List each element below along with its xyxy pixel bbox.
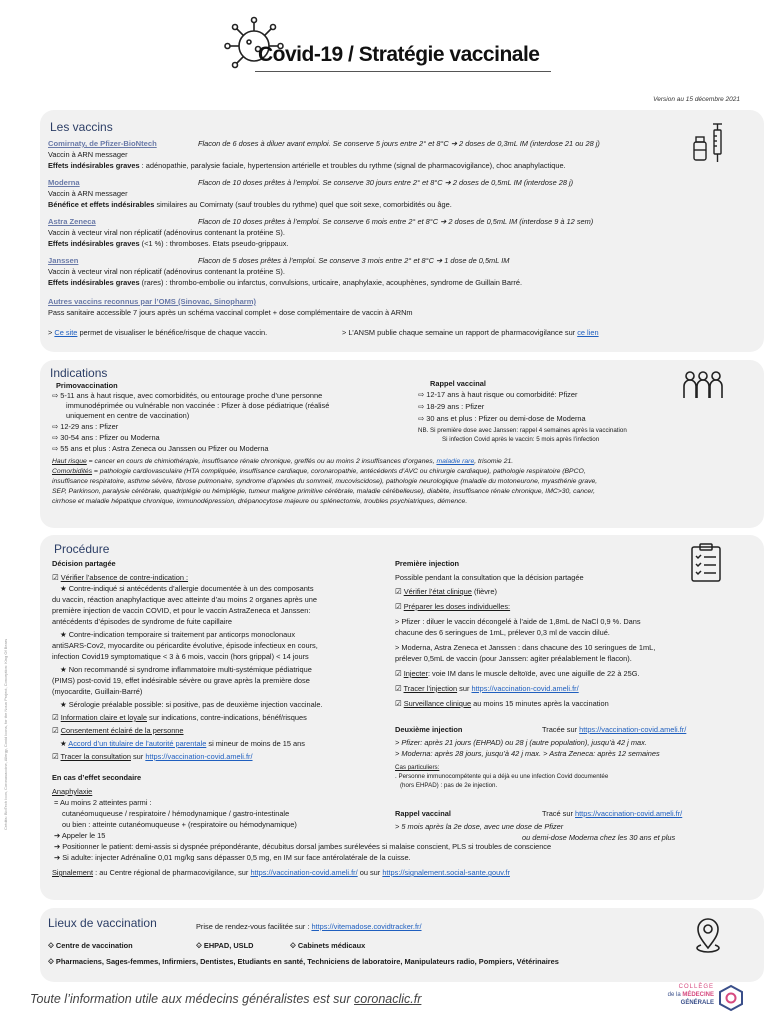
vaccins-panel: [40, 110, 764, 352]
cas-line-2: (hors EHPAD) : pas de 2e injection.: [400, 782, 498, 789]
arrow-icon: ⇨: [52, 391, 61, 400]
arrow-icon: ⇨: [52, 433, 61, 442]
location-pin-icon: [695, 918, 721, 954]
arrow-icon: ⇨: [52, 444, 61, 453]
ana-line-2: cutanéomuqueuse / respiratoire / hémodynamique / gastro-intestinale: [62, 809, 290, 818]
surveillance-line: ☑ Surveillance clinique au moins 15 minutes après la vaccination: [395, 699, 609, 708]
checkbox-icon: ☑: [52, 726, 61, 735]
star-icon: ★: [60, 584, 69, 593]
ci-item-1: ★ Contre-indiqué si antécédents d’allergie documentée à un des composants: [60, 584, 314, 593]
lieux-title: Lieux de vaccination: [48, 916, 157, 930]
rappel-item-1: ⇨ 12-17 ans à haut risque ou comorbidité: Pfizer: [418, 390, 578, 399]
checkbox-icon: ☑: [395, 699, 404, 708]
primo-item-1b: immunodéprimée ou vulnérable non vaccinée : Pfizer à dose pédiatrique (réalisé: [66, 401, 330, 410]
ci-item-1c: première injection de vaccin COVID, et pour le vaccin AstraZeneca et Janssen:: [52, 606, 311, 615]
pros-item: ⟐ Pharmaciens, Sages-femmes, Infirmiers, Dentistes, Etudiants en santé, Techniciens de laboratoire, Manipulateurs radio, Pompiers, Vétérinaires: [48, 957, 559, 966]
star-icon: ★: [60, 739, 69, 748]
astra-effects: Effets indésirables graves (<1 %) : thromboses. Etats pseudo-grippaux.: [48, 239, 289, 248]
rappel-link[interactable]: https://vaccination-covid.ameli.fr/: [575, 809, 683, 818]
deuxieme-pfizer: > Pfizer: après 21 jours (EHPAD) ou 28 j (autre population), jusqu’à 42 j max.: [395, 738, 647, 747]
diamond-icon: ⟐: [290, 941, 298, 950]
effet-title: En cas d’effet secondaire: [52, 773, 142, 782]
ana-line-5: ➔ Positionner le patient: demi-assis si dyspnée prépondérante, décubitus dorsal jambes surélevées si malaise conscient, PLS si troubles de conscience: [54, 842, 552, 851]
tracer-consult-line: ☑ Tracer la consultation sur https://vaccination-covid.ameli.fr/: [52, 752, 253, 761]
diamond-icon: ⟐: [48, 941, 56, 950]
site-line: > Ce site permet de visualiser le bénéfice/risque de chaque vaccin.: [48, 328, 268, 337]
star-icon: ★: [60, 630, 69, 639]
verif-ci: ☑ Vérifier l’absence de contre-indication :: [52, 573, 189, 582]
janssen-desc: Flacon de 5 doses prêtes à l’emploi. Se conserve 3 mois entre 2° et 8°C ➔ 1 dose de 0,5mL IM: [198, 256, 510, 265]
anaphylaxie-label: Anaphylaxie: [52, 787, 93, 796]
astra-type: Vaccin à vecteur viral non réplicatif (adénovirus contenant la protéine S).: [48, 228, 285, 237]
indications-panel: [40, 360, 764, 528]
vaccine-vial-syringe-icon: [692, 122, 728, 164]
checkbox-icon: ☑: [395, 602, 404, 611]
ci-item-1b: du vaccin, réaction anaphylactique avec atteinte d’au moins 2 organes après une: [52, 595, 318, 604]
site-link[interactable]: Ce site: [54, 328, 78, 337]
ansm-link[interactable]: ce lien: [577, 328, 599, 337]
janssen-type: Vaccin à vecteur viral non réplicatif (adénovirus contenant la protéine S).: [48, 267, 285, 276]
rappel-nb-1: NB. Si première dose avec Janssen: rappel 4 semaines après la vaccination: [418, 427, 627, 434]
checkbox-icon: ☑: [395, 587, 404, 596]
footer-text: Toute l’information utile aux médecins généralistes est sur coronaclic.fr: [30, 992, 422, 1006]
moderna-type: Vaccin à ARN messager: [48, 189, 128, 198]
logo-line-4: GÉNÉRALE: [680, 1000, 714, 1006]
deuxieme-moderna: > Moderna: après 28 jours, jusqu’à 42 j max. > Astra Zeneca: après 12 semaines: [395, 749, 660, 758]
rappel-proc-2: ou demi-dose Moderna chez les 30 ans et plus: [522, 833, 676, 842]
lieux-panel: [40, 908, 764, 982]
moderna-prep-2: prélever 0,5mL de vaccin (pour Janssen: agiter préalablement le flacon).: [395, 654, 632, 663]
tracer-inj-link[interactable]: https://vaccination-covid.ameli.fr/: [471, 684, 579, 693]
checkbox-icon: ☑: [395, 669, 404, 678]
comorbidites-line-1: Comorbidités = pathologie cardiovasculaire (HTA compliquée, insuffisance cardiaque, coronaropathie, antécédents d’AVC ou chirurgie cardiaque), pathologie respiratoire (BPCO,: [52, 468, 586, 475]
premiere-sub: Possible pendant la consultation que la décision partagée: [395, 573, 584, 582]
oms-name: Autres vaccins reconnus par l’OMS (Sinovac, Sinopharm): [48, 297, 257, 306]
ci-item-1d: antécédents d’épisodes de syndrome de fuite capillaire: [52, 617, 232, 626]
signalement-line: Signalement : au Centre régional de pharmacovigilance, sur https://vaccination-covid.ameli.fr/ ou sur https://signalement.social-sante.gouv.fr: [52, 868, 510, 877]
procedure-panel: [40, 535, 764, 900]
rappel-proc-title: Rappel vaccinal: [395, 809, 451, 818]
arrow-icon: ⇨: [52, 422, 61, 431]
moderna-desc: Flacon de 10 doses prêtes à l’emploi. Se conserve 30 jours entre 2° et 8°C ➔ 2 doses de 0,5mL IM (interdose 28 j): [198, 178, 574, 187]
ci-item-3: ★ Non recommandé si syndrome inflammatoire multi-systémique pédiatrique: [60, 665, 312, 674]
checkbox-icon: ☑: [52, 752, 61, 761]
ana-line-4: ➔ Appeler le 15: [54, 831, 106, 840]
header: [0, 0, 768, 95]
janssen-effects: Effets indésirables graves (rares) : thrombo-embolie ou infarctus, convulsions, urticaire, anaphylaxie, acouphènes, syndrome de Guillain Barré.: [48, 278, 523, 287]
injecter-line: ☑ Injecter: voie IM dans le muscle deltoïde, avec une aiguille de 22 à 25G.: [395, 669, 640, 678]
logo-line-2: de la: [667, 992, 681, 998]
comorbidites-line-3: SEP, Parkinson, paralysie cérébrale, quadriplégie ou hémiplégie, tumeur maligne primitive cérébrale, maladie cérébelleuse), diabète, insuffisance rénale chronique, IMC>30, cancer,: [52, 488, 595, 495]
ci-item-3c: (myocardite, Guillain-Barré): [52, 687, 143, 696]
checkbox-icon: ☑: [395, 684, 404, 693]
ameli-link[interactable]: https://vaccination-covid.ameli.fr/: [145, 752, 253, 761]
ana-line-1: = Au moins 2 atteintes parmi :: [54, 798, 152, 807]
rappel-item-2: ⇨ 18-29 ans : Pfizer: [418, 402, 485, 411]
premiere-title: Première injection: [395, 559, 460, 568]
comirnaty-name: Comirnaty, de Pfizer-BioNtech: [48, 139, 157, 148]
comirnaty-desc: Flacon de 6 doses à diluer avant emploi. Se conserve 5 jours entre 2° et 8°C ➔ 2 doses de 0,3mL IM (interdose 21 ou 28 j): [198, 139, 600, 148]
comirnaty-type: Vaccin à ARN messager: [48, 150, 128, 159]
primo-item-3: ⇨ 30-54 ans : Pfizer ou Moderna: [52, 433, 160, 442]
comirnaty-effects: Effets indésirables graves : adénopathie, paralysie faciale, hypertension artérielle et troubles du rythme (signal de pharmacovigilance), choc anaphylactique.: [48, 161, 566, 170]
accord-link[interactable]: Accord d’un titulaire de l’autorité parentale: [68, 739, 207, 748]
primo-item-4: ⇨ 55 ans et plus : Astra Zeneca ou Janssen ou Pfizer ou Moderna: [52, 444, 269, 453]
centre-item: ⟐ Centre de vaccination: [48, 941, 133, 950]
tracer-inj-line: ☑ Tracer l’injection sur https://vaccination-covid.ameli.fr/: [395, 684, 579, 693]
info-line: ☑ Information claire et loyale sur indications, contre-indications, bénéf/risques: [52, 713, 307, 722]
ci-item-2c: infection Covid19 symptomatique < 3 à 6 mois, vaccin (hors grippal) < 14 jours: [52, 652, 309, 661]
deuxieme-tracee: Tracée sur https://vaccination-covid.ameli.fr/: [542, 725, 687, 734]
title-underline: [255, 71, 551, 72]
ana-line-6: ➔ Si adulte: injecter Adrénaline 0,01 mg/kg sans dépasser 0,5 mg, en IM sur face antérolatérale de la cuisse.: [54, 853, 411, 862]
arrow-icon: ⇨: [418, 414, 427, 423]
procedure-title: Procédure: [54, 542, 110, 556]
credits-text: Crédits: BioTech Icon, Coronavaccine, Allergy, Covid Icons, for the Noun Project, Conception: King Of Bears: [3, 638, 8, 830]
astra-desc: Flacon de 10 doses prêtes à l’emploi. Se conserve 6 mois entre 2° et 8°C ➔ 2 doses de 0,5mL IM (interdose 9 à 12 sem): [198, 217, 594, 226]
cas-line-1: . Personne immunocompétente qui a déjà eu une infection Covid documentée: [395, 773, 609, 780]
rappel-trace: Tracé sur https://vaccination-covid.ameli.fr/: [542, 809, 683, 818]
ci-item-2: ★ Contre-indication temporaire si traitement par anticorps monoclonaux: [60, 630, 296, 639]
preparer-line: ☑ Préparer les doses individuelles:: [395, 602, 511, 611]
ansm-line: > L’ANSM publie chaque semaine un rapport de pharmacovigilance sur ce lien: [342, 328, 599, 337]
indications-title: Indications: [50, 366, 108, 380]
diamond-icon: ⟐: [48, 957, 56, 966]
rappel-title: Rappel vaccinal: [430, 379, 486, 388]
checkbox-icon: ☑: [52, 713, 61, 722]
moderna-effects: Bénéfice et effets indésirables similaires au Comirnaty (sauf troubles du rythme) quel que soit sexe, comorbidités ou âge.: [48, 200, 452, 209]
ci-item-4: ★ Sérologie préalable possible: si positive, pas de deuxième injection vaccinale.: [60, 700, 323, 709]
pfizer-prep-1: > Pfizer : diluer le vaccin décongelé à l’aide de 1,8mL de NaCl 0,9 %. Dans: [395, 617, 641, 626]
moderna-name: Moderna: [48, 178, 80, 187]
comorbidites-line-2: insuffisance respiratoire, asthme sévère, fibrose pulmonaire, syndrome d’apnées du sommeil, mucoviscidose), pathologie neurologique (maladie du motoneurone, myasthénie grave,: [52, 478, 598, 485]
haut-risque-line: Haut risque = cancer en cours de chimiothérapie, insuffisance rénale chronique, greffés ou au moins 2 insuffisances d’organes, maladie rare, trisomie 21.: [52, 458, 514, 465]
deuxieme-title: Deuxième injection: [395, 725, 463, 734]
accord-line: ★ Accord d’un titulaire de l’autorité parentale si mineur de moins de 15 ans: [60, 739, 305, 748]
cmg-logo: [648, 980, 748, 1020]
ci-item-3b: (PIMS) post-covid 19, effet indésirable sévère ou grave après la première dose: [52, 676, 310, 685]
checklist-clipboard-icon: [690, 543, 722, 583]
primo-item-1: ⇨ 5-11 ans à haut risque, avec comorbidités, ou entourage proche d’une personne: [52, 391, 323, 400]
star-icon: ★: [60, 700, 69, 709]
primo-title: Primovaccination: [56, 381, 118, 390]
moderna-prep-1: > Moderna, Astra Zeneca et Janssen : dans chacune des 10 seringues de 1mL,: [395, 643, 656, 652]
ana-line-3: ou bien : atteinte cutanéomuqueuse + (respiratoire ou hémodynamique): [62, 820, 297, 829]
diamond-icon: ⟐: [196, 941, 204, 950]
ehpad-item: ⟐ EHPAD, USLD: [196, 941, 254, 950]
logo-line-1: COLLÈGE: [678, 984, 714, 990]
primo-item-1c: uniquement en centre de vaccination): [66, 411, 190, 420]
version-label: Version au 15 décembre 2021: [653, 96, 740, 103]
verif-etat-line: ☑ Vérifier l’état clinique (fièvre): [395, 587, 497, 596]
astra-name: Astra Zeneca: [48, 217, 96, 226]
comorbidites-line-4: cirrhose et maladie hépatique chronique, immunodépression, drépanocytose majeure ou splénectomie, troubles psychiatriques, démence.: [52, 498, 468, 505]
ci-item-2b: antiSARS-Cov2, myocardite ou péricardite évolutive, épisode infectieux en cours,: [52, 641, 318, 650]
checkbox-icon: ☑: [52, 573, 61, 582]
rappel-proc-1: > 5 mois après la 2e dose, avec une dose de Pfizer: [395, 822, 564, 831]
star-icon: ★: [60, 665, 69, 674]
cabinets-item: ⟐ Cabinets médicaux: [290, 941, 366, 950]
pfizer-prep-2: chacune des 6 seringues de 1mL, prélever 0,3 ml de vaccin dilué.: [395, 628, 610, 637]
coronaclic-link[interactable]: coronaclic.fr: [354, 992, 422, 1006]
oms-text: Pass sanitaire accessible 7 jours après un schéma vaccinal complet + dose complémentaire de vaccin à ARNm: [48, 308, 413, 317]
rdv-line: Prise de rendez-vous facilitée sur : https://vitemadose.covidtracker.fr/: [196, 922, 422, 931]
logo-line-3: MÉDECINE: [682, 992, 714, 998]
signal-ameli-link[interactable]: https://vaccination-covid.ameli.fr/: [250, 868, 358, 877]
vaccins-title: Les vaccins: [50, 120, 113, 134]
cas-particuliers: Cas particuliers:: [395, 764, 440, 771]
people-group-icon: [683, 370, 723, 400]
arrow-icon: ⇨: [418, 402, 427, 411]
vitemadose-link[interactable]: https://vitemadose.covidtracker.fr/: [311, 922, 422, 931]
janssen-name: Janssen: [48, 256, 79, 265]
signalement-gouv-link[interactable]: https://signalement.social-sante.gouv.fr: [382, 868, 510, 877]
cmg-emblem-icon: [718, 984, 744, 1012]
decision-title: Décision partagée: [52, 559, 116, 568]
rappel-item-3: ⇨ 30 ans et plus : Pfizer ou demi-dose de Moderna: [418, 414, 586, 423]
rappel-nb-2: Si infection Covid après le vaccin: 5 mois après l’infection: [442, 436, 600, 443]
maladie-rare-link[interactable]: maladie rare: [436, 458, 475, 465]
deuxieme-link[interactable]: https://vaccination-covid.ameli.fr/: [579, 725, 687, 734]
primo-item-2: ⇨ 12-29 ans : Pfizer: [52, 422, 119, 431]
page-title: Covid-19 / Stratégie vaccinale: [258, 43, 540, 66]
arrow-icon: ⇨: [418, 390, 427, 399]
consent-line: ☑ Consentement éclairé de la personne: [52, 726, 184, 735]
